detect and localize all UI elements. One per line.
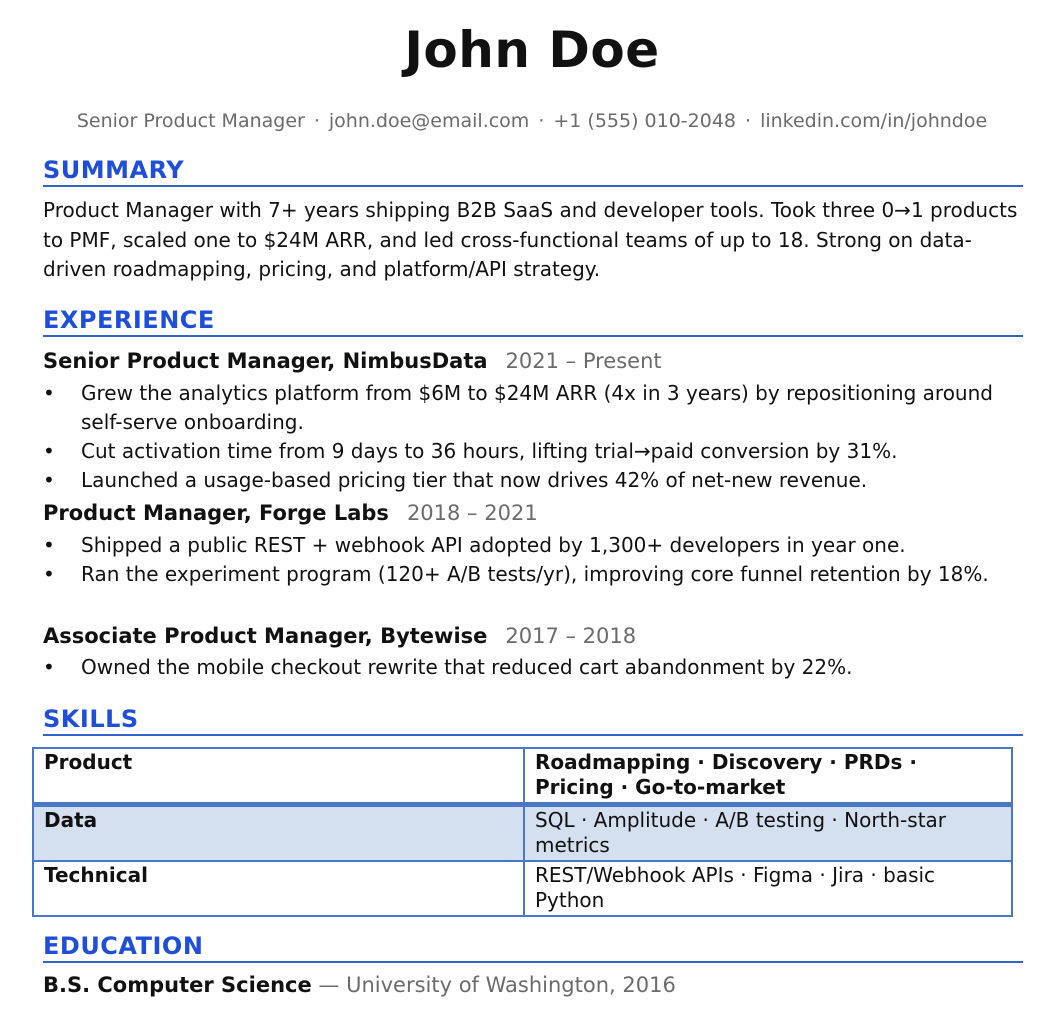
experience-heading: EXPERIENCE bbox=[43, 305, 1023, 337]
candidate-name: John Doe bbox=[404, 21, 660, 79]
job-bullet bbox=[43, 379, 1028, 437]
skill-items: REST/Webhook APIs · Figma · Jira · basic Python bbox=[535, 863, 936, 912]
em-dash: — bbox=[318, 973, 340, 997]
contact-line bbox=[0, 108, 1054, 134]
skill-category: Product bbox=[33, 748, 524, 805]
job-bullets bbox=[43, 531, 1028, 589]
job-title: Associate Product Manager, Bytewise bbox=[43, 624, 488, 648]
contact-role: Senior Product Manager bbox=[76, 110, 305, 132]
education-heading: EDUCATION bbox=[43, 931, 1023, 963]
table-row bbox=[33, 805, 1012, 862]
job-dates: 2017 – 2018 bbox=[505, 624, 637, 648]
bullet-dot: • bbox=[43, 533, 55, 557]
bullet-text: Cut activation time from 9 days to 36 hours, lifting trial→paid conversion by 31%. bbox=[81, 439, 898, 463]
education-dash bbox=[312, 973, 346, 997]
education-entry bbox=[43, 971, 676, 999]
job-dates: 2021 – Present bbox=[505, 349, 662, 373]
bullet-text: Ran the experiment program (120+ A/B tests/yr), improving core funnel retention by 18%. bbox=[81, 562, 989, 586]
job-title: Product Manager, Forge Labs bbox=[43, 501, 389, 525]
skill-items: SQL · Amplitude · A/B testing · North-star metrics bbox=[524, 805, 1012, 862]
bullet-dot: • bbox=[43, 468, 55, 492]
bullet-dot: • bbox=[43, 381, 55, 405]
job-header bbox=[43, 347, 662, 375]
bullet-dot: • bbox=[43, 439, 55, 463]
bullet-text: Shipped a public REST + webhook API adopted by 1,300+ developers in year one. bbox=[81, 533, 906, 557]
skill-category: Data bbox=[33, 805, 524, 862]
job-header bbox=[43, 622, 636, 650]
contact-linkedin[interactable]: linkedin.com/in/johndoe bbox=[760, 110, 988, 132]
summary-heading: SUMMARY bbox=[43, 155, 1023, 187]
job-bullet bbox=[43, 437, 1028, 466]
job-bullet bbox=[43, 466, 1028, 495]
job-title: Senior Product Manager, NimbusData bbox=[43, 349, 488, 373]
skills-heading: SKILLS bbox=[43, 704, 1023, 736]
job-bullet bbox=[43, 560, 1028, 589]
bullet-text: Grew the analytics platform from $6M to $24M ARR (4x in 3 years) by repositioning around self-serve onboarding. bbox=[81, 381, 993, 434]
contact-separator: · bbox=[313, 110, 320, 132]
education-school: University of Washington, 2016 bbox=[346, 973, 676, 997]
skill-items: Roadmapping · Discovery · PRDs · Pricing · Go-to-market bbox=[524, 748, 1012, 805]
education-degree: B.S. Computer Science bbox=[43, 973, 312, 997]
job-bullets bbox=[43, 379, 1028, 495]
bullet-text: Launched a usage-based pricing tier that now drives 42% of net-new revenue. bbox=[81, 468, 868, 492]
table-row bbox=[33, 861, 1012, 916]
contact-separator: · bbox=[538, 110, 545, 132]
job-bullet bbox=[43, 653, 1028, 682]
bullet-text: Owned the mobile checkout rewrite that reduced cart abandonment by 22%. bbox=[81, 655, 853, 679]
job-bullets bbox=[43, 653, 1028, 682]
contact-phone: +1 (555) 010-2048 bbox=[553, 110, 737, 132]
bullet-dot: • bbox=[43, 562, 55, 586]
skills-table bbox=[32, 747, 1013, 917]
job-header bbox=[43, 499, 538, 527]
summary-text: Product Manager with 7+ years shipping B2B SaaS and developer tools. Took three 0→1 products to PMF, scaled one to $24M ARR, and led cross-functional teams of up to 18. Strong on data-driven roadmapping, pricing, and platform/API strategy. bbox=[43, 198, 1018, 281]
contact-separator: · bbox=[745, 110, 752, 132]
bullet-dot: • bbox=[43, 655, 55, 679]
job-bullet bbox=[43, 531, 1028, 560]
contact-email[interactable]: john.doe@email.com bbox=[328, 110, 530, 132]
table-row bbox=[33, 748, 1012, 805]
job-dates: 2018 – 2021 bbox=[406, 501, 538, 525]
skill-category: Technical bbox=[33, 861, 524, 916]
